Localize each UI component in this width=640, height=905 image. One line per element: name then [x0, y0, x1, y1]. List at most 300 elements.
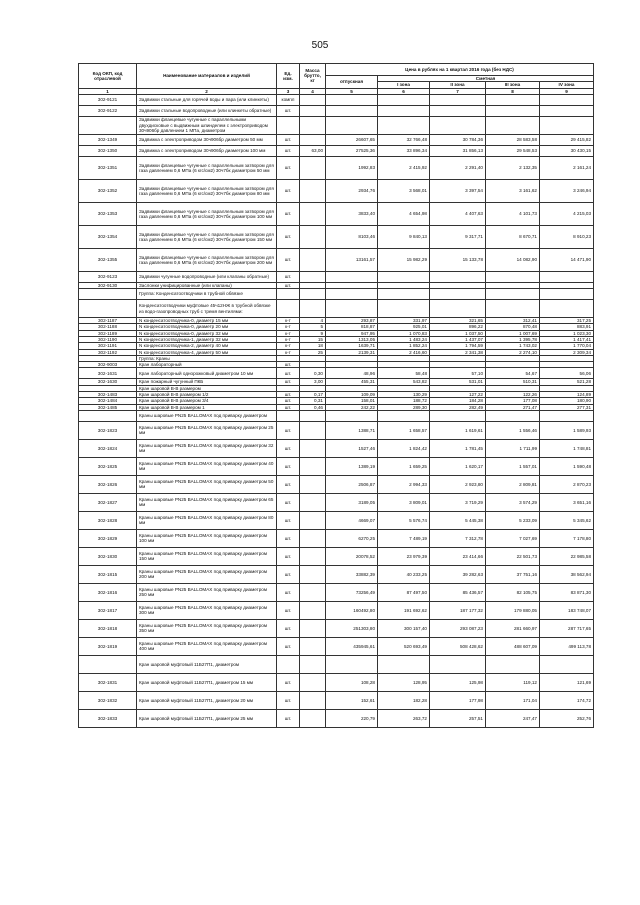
row-price-otpusknaya: 4669,07: [326, 511, 378, 529]
row-price-zone-1: 32 766,48: [378, 134, 430, 145]
table-row: [79, 655, 594, 673]
row-price-otpusknaya: 2139,31: [326, 349, 378, 355]
row-code: 302-1827: [79, 493, 137, 511]
row-price-zone-1: 1 852,24: [378, 343, 430, 349]
row-price-zone-2: 7 312,78: [430, 529, 486, 547]
row-price-otpusknaya: [326, 289, 378, 300]
table-row: [79, 565, 594, 583]
row-mass: [300, 457, 326, 475]
row-price-otpusknaya: 220,79: [326, 709, 378, 727]
row-name: N конденсатоотводчика-0, диаметр 20 мм: [137, 324, 277, 330]
header-code: Код ОКП, код отраслевой: [79, 64, 137, 89]
row-unit: шт.: [277, 691, 300, 709]
row-price-zone-4: 277,31: [540, 404, 594, 410]
row-name: Краны шаровые PN25 BALLOMAX под приварку диаметром: [137, 410, 277, 421]
row-price-zone-3: 8 670,71: [486, 225, 540, 248]
row-code: 302-1191: [79, 343, 137, 349]
row-price-otpusknaya: 242,22: [326, 404, 378, 410]
row-price-zone-2: [430, 410, 486, 421]
col-num: 8: [486, 88, 540, 94]
row-name: Краны шаровые PN25 BALLOMAX под приварку диаметром 40 мм: [137, 457, 277, 475]
row-unit: шт.: [277, 179, 300, 202]
col-num: 3: [277, 88, 300, 94]
row-mass: 0,31: [300, 398, 326, 404]
row-unit: шт.: [277, 202, 300, 225]
row-price-zone-3: 7 027,69: [486, 529, 540, 547]
row-price-zone-4: 83 871,30: [540, 583, 594, 601]
row-name: Кран шаровой муфтовый 11Б27П1, диаметром 20 мм: [137, 691, 277, 709]
row-price-zone-4: 124,89: [540, 391, 594, 397]
row-price-zone-3: 54,67: [486, 368, 540, 379]
row-price-zone-4: 38 562,94: [540, 565, 594, 583]
row-price-otpusknaya: 8103,46: [326, 225, 378, 248]
row-mass: [300, 94, 326, 105]
row-price-zone-1: 9 840,13: [378, 225, 430, 248]
col-num: 1: [79, 88, 137, 94]
row-price-zone-3: 177,08: [486, 398, 540, 404]
table-row: [79, 583, 594, 601]
row-mass: [300, 511, 326, 529]
row-mass: [300, 565, 326, 583]
row-name: Краны шаровые PN25 BALLOMAX под приварку диаметром 80 мм: [137, 511, 277, 529]
row-mass: 0,17: [300, 391, 326, 397]
row-price-zone-3: 14 082,90: [486, 248, 540, 271]
page-number: 505: [311, 40, 329, 51]
row-mass: [300, 300, 326, 318]
table-row: [79, 457, 594, 475]
row-name: Кран пожарный чугунный ПКБ: [137, 379, 277, 385]
row-price-zone-2: 257,51: [430, 709, 486, 727]
row-price-zone-1: 128,95: [378, 673, 430, 691]
row-name: N конденсатоотводчика-4, диаметр 50 мм: [137, 349, 277, 355]
row-code: 302-1815: [79, 565, 137, 583]
row-price-zone-4: [540, 410, 594, 421]
row-unit: к-т: [277, 324, 300, 330]
row-price-zone-3: [486, 271, 540, 282]
row-price-otpusknaya: [326, 300, 378, 318]
row-code: 302-1829: [79, 529, 137, 547]
row-name: Краны шаровые PN25 BALLOMAX под приварку диаметром 50 мм: [137, 475, 277, 493]
row-mass: [300, 583, 326, 601]
row-price-zone-2: 127,22: [430, 391, 486, 397]
row-unit: шт.: [277, 404, 300, 410]
table-row: [79, 709, 594, 727]
header-price-group: Цена в рублях на 1 квартал 2016 года (без НДС): [326, 64, 594, 76]
row-name: Краны шаровые PN25 BALLOMAX под приварку диаметром 65 мм: [137, 493, 277, 511]
row-price-zone-2: 508 428,62: [430, 637, 486, 655]
row-name: Кран шаровой В-В размером: [137, 385, 277, 391]
price-table: [78, 63, 594, 728]
row-mass: [300, 116, 326, 134]
row-price-otpusknaya: [326, 105, 378, 116]
row-mass: 3,00: [300, 379, 326, 385]
row-price-zone-3: 179 880,05: [486, 601, 540, 619]
row-price-zone-4: 174,72: [540, 691, 594, 709]
table-row: [79, 529, 594, 547]
row-code: 302-1350: [79, 145, 137, 156]
row-price-otpusknaya: 1389,19: [326, 457, 378, 475]
row-unit: шт.: [277, 379, 300, 385]
row-code: 302-9122: [79, 105, 137, 116]
row-mass: [300, 637, 326, 655]
row-code: 302-1187: [79, 318, 137, 324]
row-price-otpusknaya: 947,95: [326, 330, 378, 336]
row-mass: [300, 673, 326, 691]
row-price-otpusknaya: [326, 116, 378, 134]
row-price-zone-4: 2 161,24: [540, 156, 594, 179]
row-price-otpusknaya: 13161,57: [326, 248, 378, 271]
row-price-zone-4: 521,28: [540, 379, 594, 385]
table-row: [79, 493, 594, 511]
row-price-zone-4: 317,25: [540, 318, 594, 324]
row-price-otpusknaya: 48,96: [326, 368, 378, 379]
row-code: 302-1826: [79, 475, 137, 493]
row-price-otpusknaya: 2506,87: [326, 475, 378, 493]
row-unit: [277, 289, 300, 300]
row-price-zone-2: 30 784,36: [430, 134, 486, 145]
row-price-otpusknaya: 20078,52: [326, 547, 378, 565]
row-price-otpusknaya: 455,31: [326, 379, 378, 385]
row-price-zone-2: [430, 289, 486, 300]
row-unit: шт.: [277, 134, 300, 145]
row-mass: 63,00: [300, 145, 326, 156]
row-price-zone-1: 2 416,60: [378, 349, 430, 355]
row-price-zone-4: 4 215,03: [540, 202, 594, 225]
row-mass: [300, 225, 326, 248]
table-row: [79, 271, 594, 282]
header-mass: Масса брутто, кг: [300, 64, 326, 89]
row-price-zone-1: 289,30: [378, 404, 430, 410]
row-price-zone-3: 82 105,75: [486, 583, 540, 601]
row-name: Краны шаровые PN25 BALLOMAX под приварку диаметром 150 мм: [137, 547, 277, 565]
row-price-otpusknaya: [326, 655, 378, 673]
row-mass: [300, 655, 326, 673]
row-code: 302-1824: [79, 439, 137, 457]
row-unit: шт.: [277, 282, 300, 288]
row-price-zone-1: 87 497,50: [378, 583, 430, 601]
row-price-otpusknaya: 6270,25: [326, 529, 378, 547]
row-mass: [300, 202, 326, 225]
table-row: [79, 156, 594, 179]
row-price-zone-4: 7 178,80: [540, 529, 594, 547]
row-price-zone-1: 33 896,34: [378, 145, 430, 156]
row-code: 302-1355: [79, 248, 137, 271]
row-price-zone-2: 5 445,38: [430, 511, 486, 529]
row-price-zone-3: 247,47: [486, 709, 540, 727]
row-code: 302-1832: [79, 691, 137, 709]
row-price-zone-2: 4 407,63: [430, 202, 486, 225]
row-price-zone-3: 488 607,09: [486, 637, 540, 655]
row-mass: [300, 439, 326, 457]
row-unit: шт.: [277, 248, 300, 271]
row-unit: [277, 116, 300, 134]
row-price-zone-1: 23 979,39: [378, 547, 430, 565]
row-price-zone-3: 1 007,69: [486, 330, 540, 336]
row-price-zone-4: 1 589,93: [540, 421, 594, 439]
row-price-zone-4: [540, 655, 594, 673]
row-unit: шт.: [277, 145, 300, 156]
row-unit: компл: [277, 94, 300, 105]
header-otpusknaya: отпускная: [326, 76, 378, 89]
row-price-zone-3: 37 751,16: [486, 565, 540, 583]
col-num: 2: [137, 88, 277, 94]
row-price-zone-3: [486, 94, 540, 105]
row-code: 302-1630: [79, 379, 137, 385]
row-price-zone-4: 56,06: [540, 368, 594, 379]
col-num: 9: [540, 88, 594, 94]
row-price-otpusknaya: 818,87: [326, 324, 378, 330]
row-price-zone-1: 4 654,98: [378, 202, 430, 225]
row-unit: шт.: [277, 709, 300, 727]
row-price-zone-2: 3 397,54: [430, 179, 486, 202]
row-mass: [300, 421, 326, 439]
row-price-otpusknaya: 435945,61: [326, 637, 378, 655]
row-price-zone-2: 15 133,78: [430, 248, 486, 271]
row-unit: шт.: [277, 601, 300, 619]
row-price-zone-4: 2 870,23: [540, 475, 594, 493]
row-price-zone-3: [486, 289, 540, 300]
row-code: 302-9003: [79, 362, 137, 368]
row-price-zone-1: 520 693,49: [378, 637, 430, 655]
table-row: [79, 94, 594, 105]
row-price-zone-2: 31 856,13: [430, 145, 486, 156]
row-price-zone-1: [378, 655, 430, 673]
table-row: [79, 368, 594, 379]
row-code: 302-1189: [79, 330, 137, 336]
row-price-zone-4: [540, 105, 594, 116]
row-code: 302-1352: [79, 179, 137, 202]
row-unit: шт.: [277, 493, 300, 511]
row-price-zone-2: [430, 300, 486, 318]
table-row: [79, 116, 594, 134]
row-name: Кран шаровой В-В размером 3/4: [137, 398, 277, 404]
row-price-zone-2: 1 037,50: [430, 330, 486, 336]
row-price-zone-3: 5 233,09: [486, 511, 540, 529]
row-price-otpusknaya: [326, 410, 378, 421]
row-price-zone-2: [430, 105, 486, 116]
row-price-zone-1: 3 809,01: [378, 493, 430, 511]
table-row: [79, 145, 594, 156]
row-price-zone-4: [540, 116, 594, 134]
row-price-otpusknaya: [326, 94, 378, 105]
row-unit: [277, 655, 300, 673]
row-mass: [300, 134, 326, 145]
row-mass: [300, 709, 326, 727]
row-price-zone-1: 1 824,42: [378, 439, 430, 457]
row-price-zone-3: 1 743,02: [486, 343, 540, 349]
row-price-otpusknaya: 152,61: [326, 691, 378, 709]
row-price-zone-1: 1 483,24: [378, 336, 430, 342]
table-row: [79, 637, 594, 655]
row-price-zone-2: 23 414,66: [430, 547, 486, 565]
row-name: N конденсатоотводчика-0, диаметр 32 мм: [137, 330, 277, 336]
row-unit: [277, 410, 300, 421]
header-zone-4: IV зона: [540, 82, 594, 88]
table-row: [79, 673, 594, 691]
row-price-zone-4: 180,90: [540, 398, 594, 404]
row-mass: 0,46: [300, 404, 326, 410]
row-code: [79, 410, 137, 421]
row-code: 302-1830: [79, 547, 137, 565]
row-code: [79, 655, 137, 673]
group-row: [79, 289, 594, 300]
row-price-zone-1: [378, 94, 430, 105]
header-unit: Ед. изм.: [277, 64, 300, 89]
row-name: Краны шаровые PN25 BALLOMAX под приварку диаметром 32 мм: [137, 439, 277, 457]
row-code: 302-1353: [79, 202, 137, 225]
row-price-zone-2: 1 437,07: [430, 336, 486, 342]
row-mass: 5: [300, 324, 326, 330]
row-price-zone-3: [486, 410, 540, 421]
row-price-zone-3: [486, 655, 540, 673]
row-code: 302-1819: [79, 637, 137, 655]
row-price-zone-1: 331,97: [378, 318, 430, 324]
row-price-zone-2: 2 291,40: [430, 156, 486, 179]
row-name: Кран шаровой муфтовый 11Б27П1, диаметром 25 мм: [137, 709, 277, 727]
row-price-zone-1: [378, 271, 430, 282]
row-name: N конденсатоотводчика-0, диаметр 15 мм: [137, 318, 277, 324]
header-smetnaya: Сметная: [378, 76, 594, 82]
row-code: 302-1190: [79, 336, 137, 342]
row-price-zone-4: 121,69: [540, 673, 594, 691]
table-body: [79, 94, 594, 727]
row-price-zone-4: 3 246,94: [540, 179, 594, 202]
row-name: Кран шаровой муфтовый 11Б27П1, диаметром: [137, 655, 277, 673]
row-price-zone-3: 4 101,73: [486, 202, 540, 225]
row-price-zone-1: [378, 289, 430, 300]
row-price-zone-1: 15 982,29: [378, 248, 430, 271]
table-row: [79, 134, 594, 145]
row-price-zone-2: [430, 655, 486, 673]
row-price-otpusknaya: 33882,39: [326, 565, 378, 583]
row-price-otpusknaya: 251303,80: [326, 619, 378, 637]
row-price-otpusknaya: 1639,71: [326, 343, 378, 349]
row-unit: шт.: [277, 156, 300, 179]
row-code: 302-1483: [79, 391, 137, 397]
row-price-zone-3: [486, 105, 540, 116]
row-price-zone-1: 263,72: [378, 709, 430, 727]
row-price-zone-4: 30 430,15: [540, 145, 594, 156]
row-unit: шт.: [277, 271, 300, 282]
row-price-zone-2: 531,01: [430, 379, 486, 385]
row-price-zone-3: 28 583,58: [486, 134, 540, 145]
row-mass: [300, 493, 326, 511]
row-price-otpusknaya: 1992,83: [326, 156, 378, 179]
row-price-zone-2: 321,65: [430, 318, 486, 324]
row-unit: шт.: [277, 637, 300, 655]
row-price-zone-4: 8 910,23: [540, 225, 594, 248]
row-name: Задвижка с электроприводом 30ч906бр диаметром 50 мм: [137, 134, 277, 145]
row-price-zone-3: 1 556,46: [486, 421, 540, 439]
row-name: Задвижка с электроприводом 30ч906бр диаметром 100 мм: [137, 145, 277, 156]
row-price-zone-3: 122,26: [486, 391, 540, 397]
row-price-zone-4: 14 471,90: [540, 248, 594, 271]
row-name: Задвижки чугунные водопроводные (или клапаны обратные): [137, 271, 277, 282]
row-mass: [300, 601, 326, 619]
row-price-otpusknaya: 160492,80: [326, 601, 378, 619]
row-unit: к-т: [277, 343, 300, 349]
table-row: [79, 179, 594, 202]
row-price-zone-1: 1 659,25: [378, 457, 430, 475]
row-code: 302-9130: [79, 282, 137, 288]
row-price-otpusknaya: 293,87: [326, 318, 378, 324]
row-price-zone-3: 1 395,78: [486, 336, 540, 342]
row-price-zone-4: [540, 271, 594, 282]
table-row: [79, 202, 594, 225]
row-price-zone-2: 293 087,23: [430, 619, 486, 637]
row-unit: шт.: [277, 529, 300, 547]
col-num: 5: [326, 88, 378, 94]
row-price-zone-2: 2 341,38: [430, 349, 486, 355]
row-price-zone-4: 1 770,04: [540, 343, 594, 349]
row-price-zone-2: [430, 116, 486, 134]
row-name: Краны шаровые PN25 BALLOMAX под приварку диаметром 100 мм: [137, 529, 277, 547]
row-price-zone-1: 1 658,57: [378, 421, 430, 439]
row-price-zone-1: 3 568,01: [378, 179, 430, 202]
row-price-zone-3: 3 574,29: [486, 493, 540, 511]
row-code: 302-1817: [79, 601, 137, 619]
row-name: Группа: Конденсатоотводчики в трубной обвязке: [137, 289, 277, 300]
row-price-zone-1: 543,82: [378, 379, 430, 385]
row-unit: шт.: [277, 583, 300, 601]
row-price-zone-4: 5 345,62: [540, 511, 594, 529]
row-name: Задвижки стальные для горячей воды и пара (или клинкеты): [137, 94, 277, 105]
row-name: Группа: Краны: [137, 355, 277, 361]
row-name: Кран шаровой В-В размером 1/2: [137, 391, 277, 397]
row-price-zone-2: 896,22: [430, 324, 486, 330]
table-row: [79, 511, 594, 529]
table-row: [79, 601, 594, 619]
row-price-zone-2: 1 619,61: [430, 421, 486, 439]
row-price-zone-1: 2 415,92: [378, 156, 430, 179]
table-row: [79, 691, 594, 709]
header-zone-1: I зона: [378, 82, 430, 88]
row-mass: [300, 410, 326, 421]
row-mass: [300, 105, 326, 116]
row-code: 302-1351: [79, 156, 137, 179]
row-unit: к-т: [277, 349, 300, 355]
row-price-zone-3: 3 161,62: [486, 179, 540, 202]
row-code: 302-1818: [79, 619, 137, 637]
row-price-zone-3: 29 548,53: [486, 145, 540, 156]
row-price-otpusknaya: 109,09: [326, 391, 378, 397]
row-mass: 0,30: [300, 368, 326, 379]
row-mass: [300, 156, 326, 179]
row-mass: [300, 619, 326, 637]
row-price-zone-3: [486, 116, 540, 134]
row-price-zone-3: 1 711,99: [486, 439, 540, 457]
row-code: 302-1828: [79, 511, 137, 529]
row-mass: [300, 179, 326, 202]
col-num: 7: [430, 88, 486, 94]
row-mass: [300, 547, 326, 565]
table-row: [79, 300, 594, 318]
row-name: N конденсатоотводчика-1, диаметр 32 мм: [137, 336, 277, 342]
row-price-zone-3: 2 809,81: [486, 475, 540, 493]
row-unit: шт.: [277, 673, 300, 691]
row-mass: [300, 529, 326, 547]
row-price-zone-4: 883,91: [540, 324, 594, 330]
row-price-zone-2: 1 781,45: [430, 439, 486, 457]
row-name: Заслонки унифицированные (или клапаны): [137, 282, 277, 288]
row-name: Краны шаровые PN25 BALLOMAX под приварку диаметром 200 мм: [137, 565, 277, 583]
row-price-zone-4: 29 415,82: [540, 134, 594, 145]
row-price-otpusknaya: 3833,40: [326, 202, 378, 225]
row-code: [79, 289, 137, 300]
row-unit: шт.: [277, 421, 300, 439]
row-price-zone-2: [430, 271, 486, 282]
table-row: [79, 225, 594, 248]
